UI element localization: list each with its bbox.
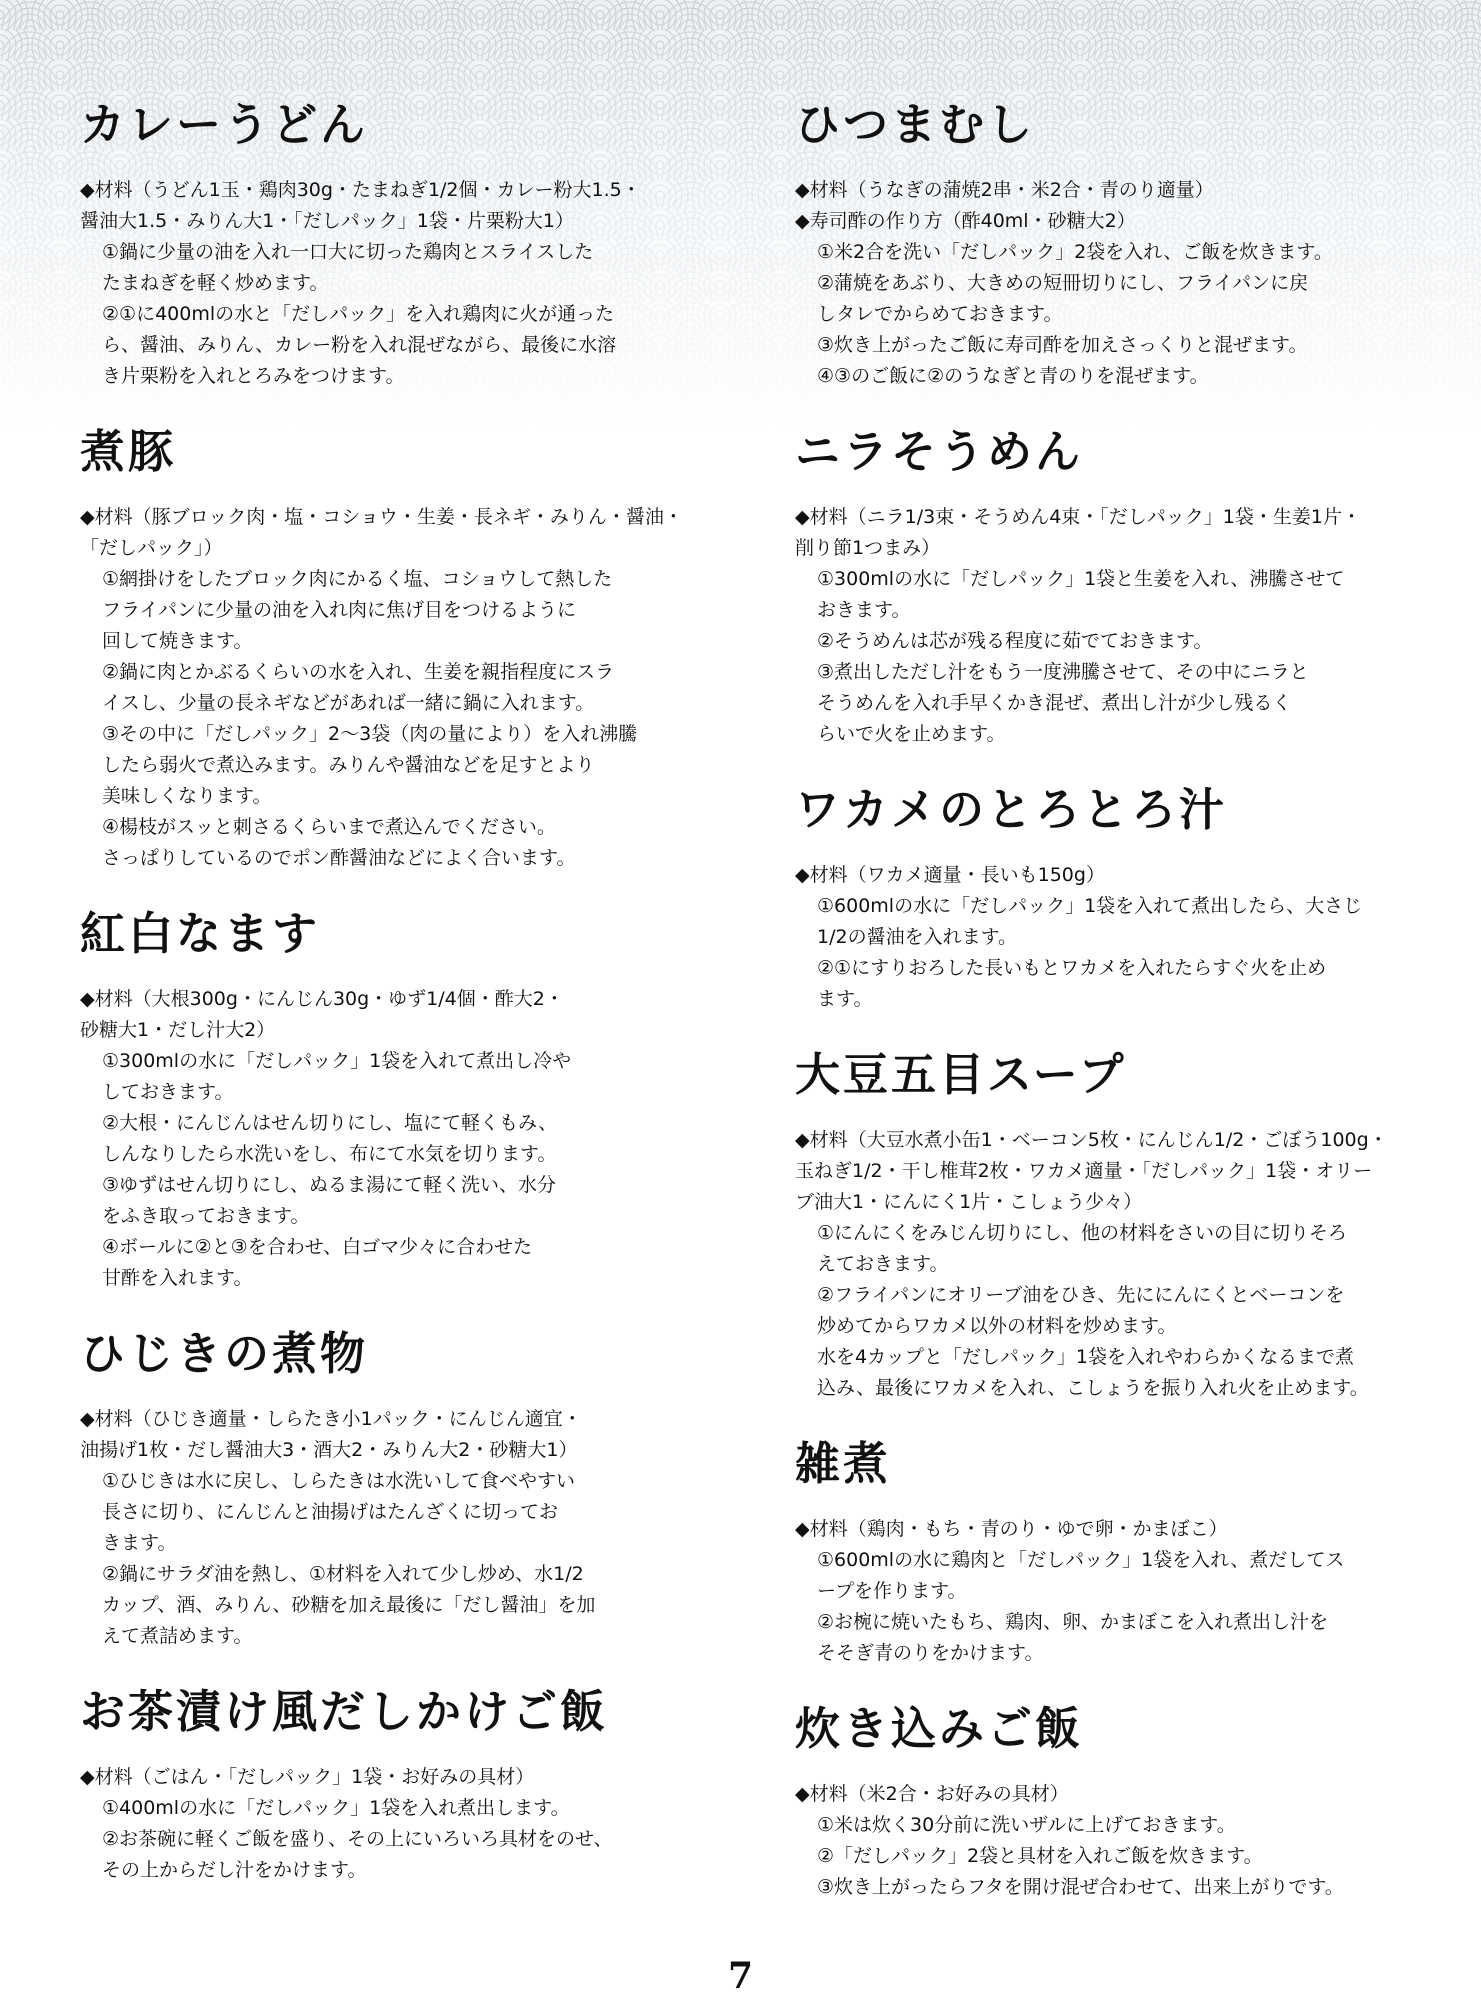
recipe-step: ①300mlの水に「だしパック」1袋と生姜を入れ、沸騰させて おきます。	[817, 568, 1345, 621]
recipe-step: ①400mlの水に「だしパック」1袋を入れ煮出します。	[102, 1797, 570, 1819]
ingredients-list: ◆材料（ワカメ適量・長いも150g）	[795, 864, 1105, 886]
recipe-step: ②大根・にんじんはせん切りにし、塩にて軽くもみ、 しんなりしたら水洗いをし、布にて水気を切ります。	[102, 1112, 558, 1165]
recipe-step: ②「だしパック」2袋と具材を入れご飯を炊きます。	[817, 1845, 1263, 1867]
recipe-section	[80, 1324, 720, 1652]
recipe-step: ①ひじきは水に戻し、しらたきは水洗いして食べやすい 長さに切り、にんじんと油揚げはたんざくに切ってお きます。	[102, 1470, 576, 1554]
steps-list	[80, 1793, 720, 1886]
ingredients-list: ◆材料（鶏肉・もち・青のり・ゆで卵・かまぼこ）	[795, 1518, 1228, 1540]
ingredients-list: ◆材料（うなぎの蒲焼2串・米2合・青のり適量） ◆寿司酢の作り方（酢40ml・砂糖大2）	[795, 179, 1214, 232]
recipe-step: ①網掛けをしたブロック肉にかるく塩、コショウして熱した フライパンに少量の油を入れ肉に焦げ目をつけるように 回して焼きます。	[102, 568, 613, 652]
recipe-step: ②お茶碗に軽くご飯を盛り、その上にいろいろ具材をのせ、 その上からだし汁をかけます。	[102, 1828, 613, 1881]
recipe-step: ②鍋にサラダ油を熱し、①材料を入れて少し炒め、水1/2 カップ、酒、みりん、砂糖を加え最後に「だし醤油」を加 えて煮詰めます。	[102, 1563, 596, 1647]
steps-list	[795, 1545, 1445, 1669]
recipe-step: ④ボールに②と③を合わせ、白ゴマ少々に合わせた 甘酢を入れます。	[102, 1236, 533, 1289]
ingredients-list: ◆材料（大根300g・にんじん30g・ゆず1/4個・酢大2・ 砂糖大1・だし汁大2）	[80, 988, 564, 1041]
recipe-section	[80, 422, 720, 874]
recipe-section	[80, 95, 720, 392]
recipe-step: ①にんにくをみじん切りにし、他の材料をさいの目に切りそろ えておきます。	[817, 1222, 1348, 1275]
recipe-title: 煮豚	[80, 425, 177, 478]
recipe-step: ①鍋に少量の油を入れ一口大に切った鶏肉とスライスした たまねぎを軽く炒めます。	[102, 241, 594, 294]
steps-list	[795, 1218, 1445, 1404]
recipe-step: ③炊き上がったご飯に寿司酢を加えさっくりと混ぜます。	[817, 334, 1308, 356]
recipe-step: ④楊枝がスッと刺さるくらいまで煮込んでください。 さっぱりしているのでポン酢醤油などによく合います。	[102, 816, 576, 869]
recipe-step: ②①に400mlの水と「だしパック」を入れ鶏肉に火が通った ら、醤油、みりん、カレー粉を入れ混ぜながら、最後に水溶 き片栗粉を入れとろみをつけます。	[102, 303, 617, 387]
recipe-title: ワカメのとろとろ汁	[795, 783, 1228, 836]
recipe-title: 大豆五目スープ	[795, 1048, 1127, 1101]
recipe-step: ③ゆずはせん切りにし、ぬるま湯にて軽く洗い、水分 をふき取っておきます。	[102, 1174, 557, 1227]
steps-list	[795, 1810, 1445, 1903]
recipe-title: 雑煮	[795, 1437, 892, 1490]
steps-list	[795, 891, 1445, 1015]
recipe-title: ひじきの煮物	[80, 1327, 369, 1380]
recipe-step: ②お椀に焼いたもち、鶏肉、卵、かまぼこを入れ煮出し汁を そそぎ青のりをかけます。	[817, 1611, 1329, 1664]
recipe-step: ②そうめんは芯が残る程度に茹でておきます。	[817, 630, 1213, 652]
steps-list	[80, 1466, 720, 1652]
recipe-step: ②蒲焼をあぶり、大きめの短冊切りにし、フライパンに戻 しタレでからめておきます。	[817, 272, 1309, 325]
steps-list	[795, 237, 1445, 392]
ingredients-list: ◆材料（うどん1玉・鶏肉30g・たまねぎ1/2個・カレー粉大1.5・ 醤油大1.5・みりん大1・「だしパック」1袋・片栗粉大1）	[80, 179, 641, 232]
steps-list	[80, 1046, 720, 1294]
recipe-section	[80, 1682, 720, 1886]
recipe-step: ②フライパンにオリーブ油をひき、先ににんにくとベーコンを 炒めてからワカメ以外の材料を炒めます。 水を4カップと「だしパック」1袋を入れやわらかくなるまで煮 込み、最後にワカメを入れ、こしょうを振り入れ火を止めます。	[817, 1284, 1369, 1399]
recipe-step: ③煮出しただし汁をもう一度沸騰させて、その中にニラと そうめんを入れ手早くかき混ぜ、煮出し汁が少し残るく らいで火を止めます。	[817, 661, 1309, 745]
recipe-section	[795, 780, 1445, 1015]
recipe-title: 紅白なます	[80, 907, 321, 960]
recipe-title: ニラそうめん	[795, 425, 1084, 478]
right-column	[795, 95, 1445, 1903]
ingredients-list: ◆材料（ごはん・「だしパック」1袋・お好みの具材）	[80, 1766, 535, 1788]
recipe-step: ①米は炊く30分前に洗いザルに上げておきます。	[817, 1814, 1236, 1836]
steps-list	[795, 564, 1445, 750]
recipe-section	[795, 1699, 1445, 1903]
recipe-step: ②鍋に肉とかぶるくらいの水を入れ、生姜を親指程度にスラ イスし、少量の長ネギなどがあれば一緒に鍋に入れます。	[102, 661, 615, 714]
recipe-title: ひつまむし	[795, 98, 1036, 151]
left-column	[80, 95, 720, 1886]
steps-list	[80, 237, 720, 392]
recipe-step: ②①にすりおろした長いもとワカメを入れたらすぐ火を止め ます。	[817, 957, 1327, 1010]
ingredients-list: ◆材料（ひじき適量・しらたき小1パック・にんじん適宜・ 油揚げ1枚・だし醤油大3・酒大2・みりん大2・砂糖大1）	[80, 1408, 582, 1461]
recipe-section	[795, 422, 1445, 750]
ingredients-list: ◆材料（ニラ1/3束・そうめん4束・「だしパック」1袋・生姜1片・ 削り節1つまみ）	[795, 506, 1361, 559]
ingredients-list: ◆材料（豚ブロック肉・塩・コショウ・生姜・長ネギ・みりん・醤油・ 「だしパック」）	[80, 506, 683, 559]
recipe-section	[795, 95, 1445, 392]
recipe-section	[795, 1045, 1445, 1404]
recipe-step: ①300mlの水に「だしパック」1袋を入れて煮出し冷や しておきます。	[102, 1050, 572, 1103]
recipe-title: お茶漬け風だしかけご飯	[80, 1685, 609, 1738]
page-number: 7	[727, 1955, 754, 1997]
recipe-step: ③その中に「だしパック」2～3袋（肉の量により）を入れ沸騰 したら弱火で煮込みます。みりんや醤油などを足すとより 美味しくなります。	[102, 723, 638, 807]
recipe-title: 炊き込みご飯	[795, 1702, 1084, 1755]
recipe-step: ③炊き上がったらフタを開け混ぜ合わせて、出来上がりです。	[817, 1876, 1344, 1898]
recipe-section	[795, 1434, 1445, 1669]
recipe-step: ④③のご飯に②のうなぎと青のりを混ぜます。	[817, 365, 1209, 387]
recipe-step: ①600mlの水に鶏肉と「だしパック」1袋を入れ、煮だしてス ープを作ります。	[817, 1549, 1345, 1602]
ingredients-list: ◆材料（大豆水煮小缶1・ベーコン5枚・にんじん1/2・ごぼう100g・ 玉ねぎ1/2・干し椎茸2枚・ワカメ適量・「だしパック」1袋・オリー ブ油大1・にんにく1片・こしょう少々）	[795, 1129, 1388, 1213]
steps-list	[80, 564, 720, 874]
ingredients-list: ◆材料（米2合・お好みの具材）	[795, 1783, 1069, 1805]
recipe-step: ①米2合を洗い「だしパック」2袋を入れ、ご飯を炊きます。	[817, 241, 1333, 263]
recipe-section	[80, 904, 720, 1294]
recipe-step: ①600mlの水に「だしパック」1袋を入れて煮出したら、大さじ 1/2の醤油を入れます。	[817, 895, 1363, 948]
recipe-title: カレーうどん	[80, 98, 369, 151]
